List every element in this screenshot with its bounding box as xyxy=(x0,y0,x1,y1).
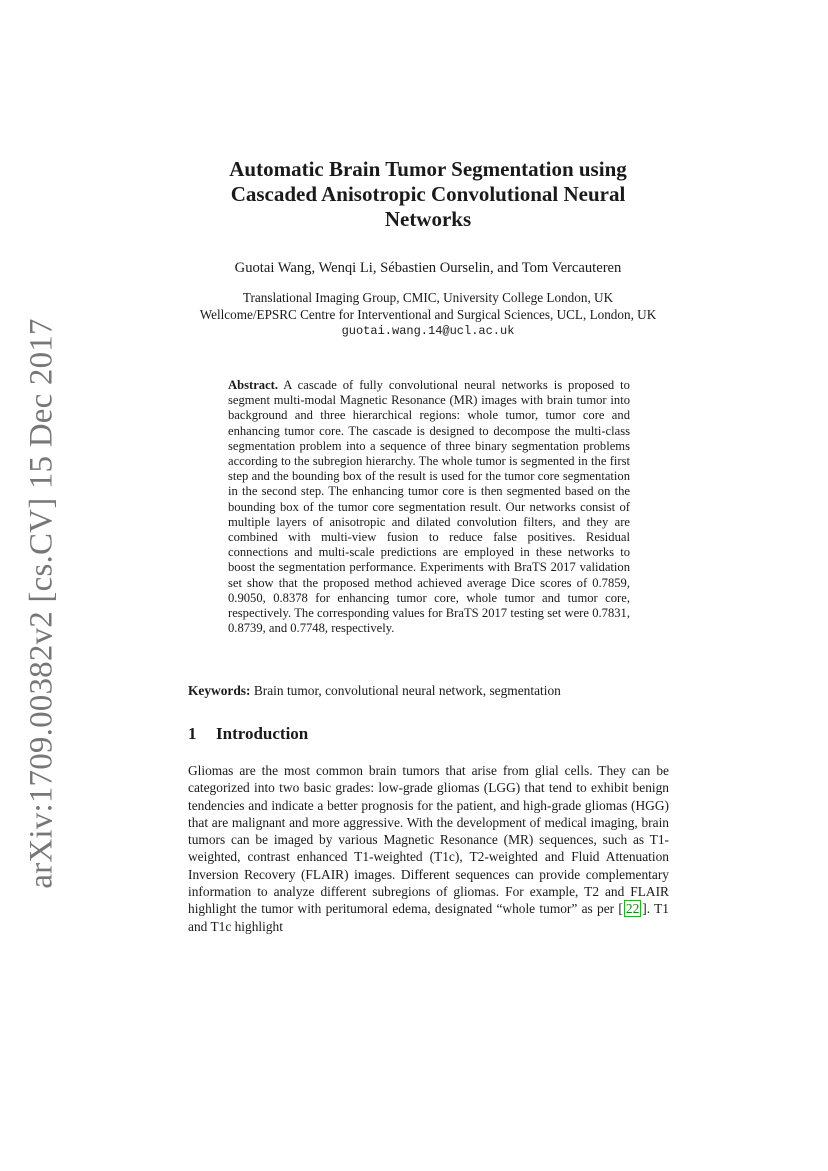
author-email[interactable]: guotai.wang.14@ucl.ac.uk xyxy=(341,324,515,338)
keywords xyxy=(188,683,670,699)
abstract xyxy=(228,378,630,636)
author-list: Guotai Wang, Wenqi Li, Sébastien Ourselin, and Tom Vercauteren xyxy=(234,260,622,276)
section-number: 1 xyxy=(188,724,197,743)
arxiv-stamp xyxy=(20,317,64,889)
affiliation-1: Translational Imaging Group, CMIC, University College London, UK xyxy=(242,290,614,305)
intro-text: Gliomas are the most common brain tumors that arise from glial cells. They can be categorized into two basic grades: low-grade gliomas (LGG) that tend to exhibit benign tendencies and indicate a better prognosis for the patient, and high-grade gliomas (HGG) that are malignant and more aggressive. With the development of medical imaging, brain tumors can be imaged by various Magnetic Resonance (MR) sequences, such as T1-weighted, contrast enhanced T1-weighted (T1c), T2-weighted and Fluid Attenuation Inversion Recovery (FLAIR) images. Different sequences can provide complementary information to analyze different subregions of gliomas. For example, T2 and FLAIR highlight the tumor with peritumoral edema, designated “whole tumor” as per xyxy=(188,763,669,917)
abstract-label: Abstract. xyxy=(228,378,279,392)
intro-paragraph: Gliomas are the most common brain tumors that arise from glial cells. They can be categorized into two basic grades: low-grade gliomas (LGG) that tend to exhibit benign tendencies and indicate a better prognosis for the patient, and high-grade gliomas (HGG) that are malignant and more aggressive. With the development of medical imaging, brain tumors can be imaged by various Magnetic Resonance (MR) sequences, such as T1-weighted, contrast enhanced T1-weighted (T1c), T2-weighted and Fluid Attenuation Inversion Recovery (FLAIR) images. Different sequences can provide complementary information to analyze different subregions of gliomas. For example, T2 and FLAIR highlight the tumor with peritumoral edema, designated “whole tumor” as per [ 22 ]. T1 and T1c highlight xyxy=(188,763,670,934)
affiliation-2: Wellcome/EPSRC Centre for Interventional and Surgical Sciences, UCL, London, UK xyxy=(199,306,657,322)
keywords-label: Keywords: xyxy=(188,683,251,698)
section-title: Introduction xyxy=(216,724,309,743)
citation-link[interactable]: 22 xyxy=(625,901,640,917)
paper-title: Automatic Brain Tumor Segmentation using Cascaded Anisotropic Convolutional Neural Networks xyxy=(229,157,627,231)
intro-text-continued: . T1 and T1c highlight xyxy=(188,901,670,934)
affiliations xyxy=(160,290,696,340)
abstract-text: A cascade of fully convolutional neural networks is proposed to segment multi-modal Magnetic Resonance (MR) images with brain tumor into background and three hierarchical regions: whole tumor, tumor core and enhancing tumor core. The cascade is designed to decompose the multi-class segmentation problem into a sequence of three binary segmentation problems according to the subregion hierarchy. The whole tumor is segmented in the first step and the bounding box of the result is used for the tumor core segmentation in the second step. The enhancing tumor core is then segmented based on the bounding box of the tumor core segmentation result. Our networks consist of multiple layers of anisotropic and dilated convolution filters, and they are combined with multi-view fusion to reduce false positives. Residual connections and multi-scale predictions are employed in these networks to boost the segmentation performance. Experiments with BraTS 2017 validation set show that the proposed method achieved average Dice scores of 0.7859, 0.9050, 0.8378 for enhancing tumor core, whole tumor and tumor core, respectively. The corresponding values for BraTS 2017 testing set were 0.7831, 0.8739, and 0.7748, respectively. xyxy=(228,378,630,636)
keywords-text: Brain tumor, convolutional neural network, segmentation xyxy=(253,683,561,698)
section-heading xyxy=(188,724,308,744)
arxiv-stamp-text: arXiv:1709.00382v2 [cs.CV] 15 Dec 2017 xyxy=(23,317,60,889)
